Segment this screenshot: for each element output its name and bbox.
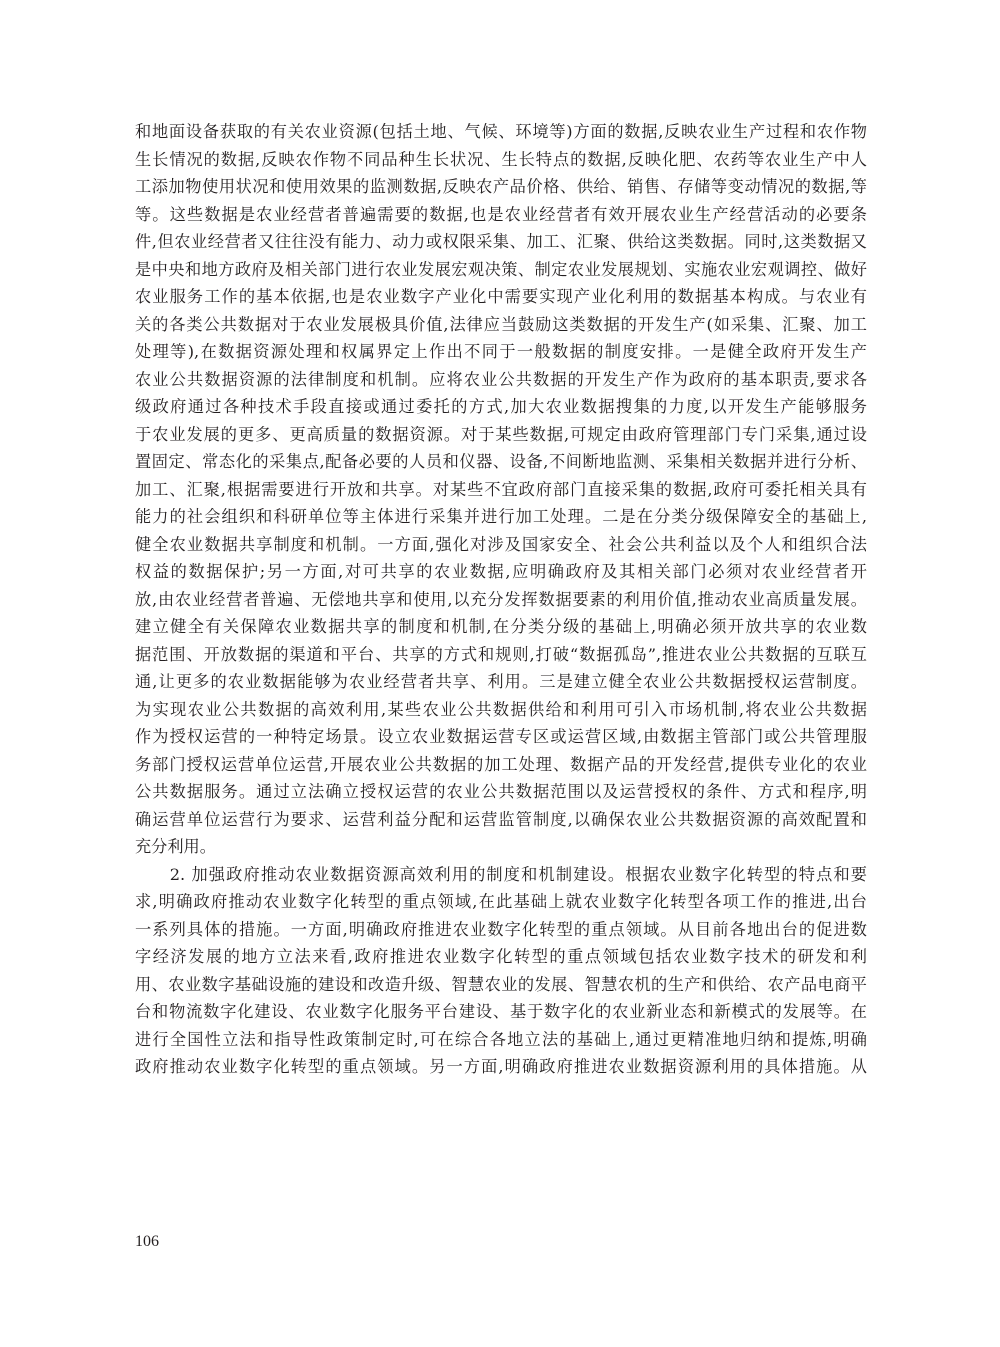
text-line: 关的各类公共数据对于农业发展极具价值,法律应当鼓励这类数据的开发生产(如采集、汇聚、加工 xyxy=(135,314,867,334)
text-line: 级政府通过各种技术手段直接或通过委托的方式,加大农业数据搜集的力度,以开发生产能够服务 xyxy=(135,397,867,416)
text-line: 健全农业数据共享制度和机制。一方面,强化对涉及国家安全、社会公共利益以及个人和组织合法 xyxy=(135,534,867,554)
text-line: 台和物流数字化建设、农业数字化服务平台建设、基于数字化的农业新业态和新模式的发展等。在 xyxy=(135,1002,867,1021)
text-line: 于农业发展的更多、更高质量的数据资源。对于某些数据,可规定由政府管理部门专门采集,通过设 xyxy=(135,424,867,444)
text-line: 政府推动农业数字化转型的重点领域。另一方面,明确政府推进农业数据资源利用的具体措施。从 xyxy=(135,1057,867,1076)
text-line: 据范围、开放数据的渠道和平台、共享的方式和规则,打破“数据孤岛”,推进农业公共数据的互联互 xyxy=(135,644,867,664)
text-line: 确运营单位运营行为要求、运营利益分配和运营监管制度,以确保农业公共数据资源的高效配置和 xyxy=(135,809,867,829)
text-line: 生长情况的数据,反映农作物不同品种生长状况、生长特点的数据,反映化肥、农药等农业生产中人 xyxy=(135,149,867,169)
text-line: 务部门授权运营单位运营,开展农业公共数据的加工处理、数据产品的开发经营,提供专业化的农业 xyxy=(135,754,867,774)
text-line: 农业服务工作的基本依据,也是农业数字产业化中需要实现产业化利用的数据基本构成。与农业有 xyxy=(135,287,867,306)
paragraph-end-line: 充分利用。 xyxy=(135,837,216,856)
text-line: 2. 加强政府推动农业数据资源高效利用的制度和机制建设。根据农业数字化转型的特点和要 xyxy=(135,864,867,884)
text-line: 权益的数据保护;另一方面,对可共享的农业数据,应明确政府及其相关部门必须对农业经营者开 xyxy=(135,562,867,581)
text-line: 工添加物使用状况和使用效果的监测数据,反映农产品价格、供给、销售、存储等变动情况的数据,等 xyxy=(135,177,867,196)
text-line: 是中央和地方政府及相关部门进行农业发展宏观决策、制定农业发展规划、实施农业宏观调控、做好 xyxy=(135,259,867,279)
text-line: 用、农业数字基础设施的建设和改造升级、智慧农业的发展、智慧农机的生产和供给、农产品电商平 xyxy=(135,974,867,994)
text-line: 通,让更多的农业数据能够为农业经营者共享、利用。三是建立健全农业公共数据授权运营制度。 xyxy=(135,672,867,691)
text-line: 等。这些数据是农业经营者普遍需要的数据,也是农业经营者有效开展农业生产经营活动的必要条 xyxy=(135,204,867,224)
text-line: 处理等),在数据资源处理和权属界定上作出不同于一般数据的制度安排。一是健全政府开发生产 xyxy=(135,342,867,361)
page-number: 106 xyxy=(135,1233,159,1250)
text-line: 和地面设备获取的有关农业资源(包括土地、气候、环境等)方面的数据,反映农业生产过程和农作物 xyxy=(135,122,867,141)
text-line: 为实现农业公共数据的高效利用,某些农业公共数据供给和利用可引入市场机制,将农业公共数据 xyxy=(135,699,867,719)
text-line: 农业公共数据资源的法律制度和机制。应将农业公共数据的开发生产作为政府的基本职责,要求各 xyxy=(135,369,867,389)
text-line: 建立健全有关保障农业数据共享的制度和机制,在分类分级的基础上,明确必须开放共享的农业数 xyxy=(135,617,867,636)
text-line: 件,但农业经营者又往往没有能力、动力或权限采集、加工、汇聚、供给这类数据。同时,这类数据又 xyxy=(135,232,867,251)
text-line: 加工、汇聚,根据需要进行开放和共享。对某些不宜政府部门直接采集的数据,政府可委托相关具有 xyxy=(135,479,867,499)
text-line: 能力的社会组织和科研单位等主体进行采集并进行加工处理。二是在分类分级保障安全的基础上, xyxy=(135,507,867,526)
text-line: 置固定、常态化的采集点,配备必要的人员和仪器、设备,不间断地监测、采集相关数据并进行分析、 xyxy=(135,452,867,471)
body-text xyxy=(135,118,867,1081)
text-line: 放,由农业经营者普遍、无偿地共享和使用,以充分发挥数据要素的利用价值,推动农业高质量发展。 xyxy=(135,589,867,609)
text-line: 求,明确政府推动农业数字化转型的重点领域,在此基础上就农业数字化转型各项工作的推进,出台 xyxy=(135,892,867,911)
text-line: 进行全国性立法和指导性政策制定时,可在综合各地立法的基础上,通过更精准地归纳和提炼,明确 xyxy=(135,1029,867,1049)
text-line: 一系列具体的措施。一方面,明确政府推进农业数字化转型的重点领域。从目前各地出台的促进数 xyxy=(135,919,867,939)
text-line: 字经济发展的地方立法来看,政府推进农业数字化转型的重点领域包括农业数字技术的研发和利 xyxy=(135,947,867,966)
text-line: 公共数据服务。通过立法确立授权运营的农业公共数据范围以及运营授权的条件、方式和程序,明 xyxy=(135,782,867,801)
text-line: 作为授权运营的一种特定场景。设立农业数据运营专区或运营区域,由数据主管部门或公共管理服 xyxy=(135,727,867,746)
